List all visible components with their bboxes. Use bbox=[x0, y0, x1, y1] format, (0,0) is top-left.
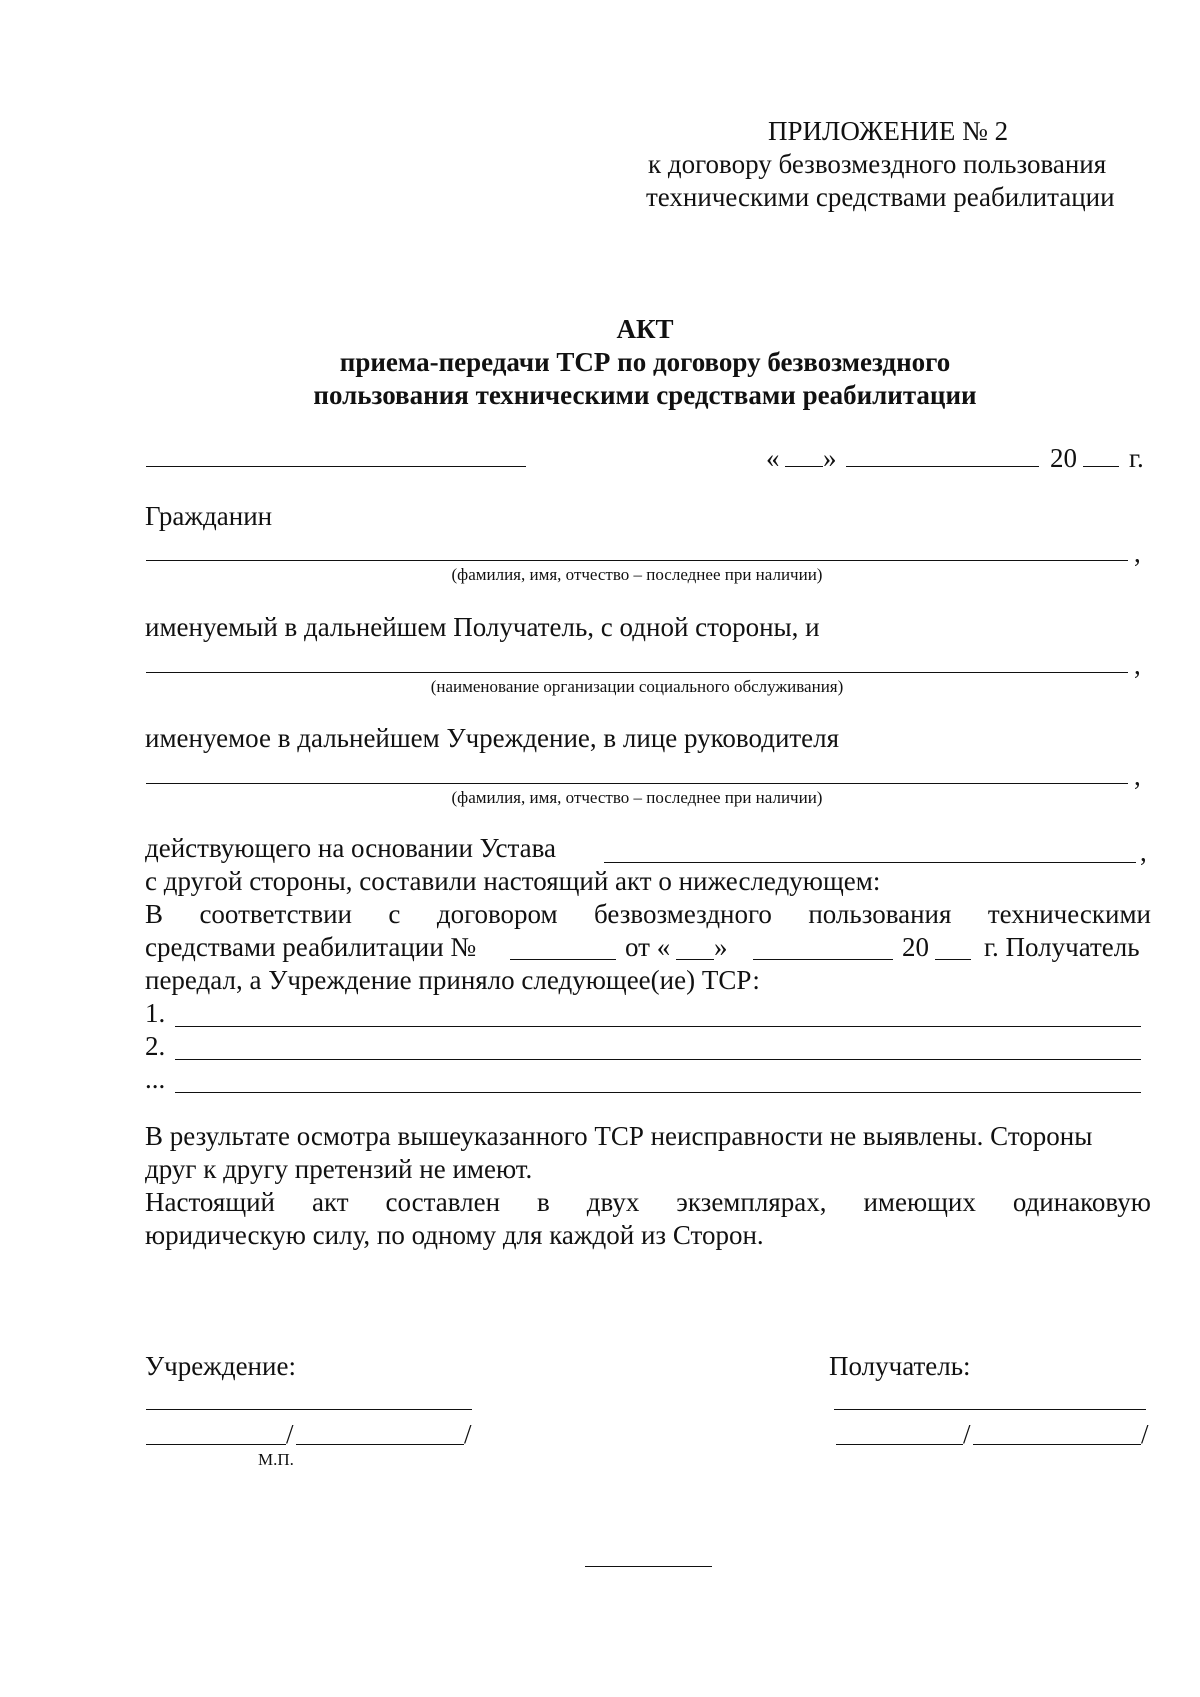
institution-signature-field[interactable] bbox=[146, 1409, 472, 1410]
recipient-name-field[interactable] bbox=[973, 1444, 1141, 1445]
item-field-3[interactable] bbox=[175, 1092, 1141, 1093]
contract-line-1 bbox=[145, 898, 1151, 930]
other-party-text: с другой стороны, составили настоящий акт о нижеследующем: bbox=[145, 866, 881, 896]
contract-day-field[interactable] bbox=[676, 959, 714, 960]
result-word: в bbox=[537, 1187, 550, 1217]
institution-name-field[interactable] bbox=[296, 1444, 464, 1445]
contract-number-field[interactable] bbox=[510, 959, 616, 960]
date-open-quote: « bbox=[766, 443, 780, 473]
recipient-signature-label: Получатель: bbox=[829, 1351, 971, 1381]
act-title: АКТ bbox=[616, 314, 674, 344]
date-close-quote: » bbox=[823, 443, 837, 473]
act-subtitle-2: пользования техническими средствами реабилитации bbox=[313, 380, 977, 410]
result-word: составлен bbox=[385, 1187, 501, 1217]
result-word: двух bbox=[586, 1187, 640, 1217]
institution-slash-2: / bbox=[464, 1419, 472, 1449]
institution-text: именуемое в дальнейшем Учреждение, в лице руководителя bbox=[145, 723, 840, 753]
organization-comma: , bbox=[1134, 650, 1141, 680]
item-field-2[interactable] bbox=[175, 1059, 1141, 1060]
appendix-line-1: к договору безвозмездного пользования bbox=[648, 149, 1107, 179]
result-word: экземплярах, bbox=[676, 1187, 827, 1217]
footer-divider bbox=[585, 1566, 712, 1567]
charter-field[interactable] bbox=[604, 862, 1136, 863]
item-number: 2. bbox=[145, 1031, 166, 1061]
result-word: одинаковую bbox=[1012, 1187, 1151, 1217]
contract-recipient-text: г. Получатель bbox=[984, 932, 1140, 962]
result-word: Настоящий bbox=[145, 1187, 276, 1217]
contract-year-prefix: 20 bbox=[902, 932, 929, 962]
recipient-slash-2: / bbox=[1141, 1419, 1149, 1449]
contract-word: В bbox=[145, 899, 164, 929]
director-caption: (фамилия, имя, отчество – последнее при наличии) bbox=[451, 788, 823, 807]
citizen-comma: , bbox=[1134, 538, 1141, 568]
contract-year-field[interactable] bbox=[935, 959, 971, 960]
contract-word: соответствии bbox=[199, 899, 352, 929]
citizen-caption: (фамилия, имя, отчество – последнее при наличии) bbox=[451, 565, 823, 584]
contract-date-close-quote: » bbox=[714, 932, 728, 962]
charter-comma: , bbox=[1140, 837, 1147, 867]
act-subtitle-1: приема-передачи ТСР по договору безвозмездного bbox=[339, 347, 951, 377]
citizen-name-field[interactable] bbox=[146, 560, 1128, 561]
director-name-field[interactable] bbox=[146, 783, 1128, 784]
institution-slash-1: / bbox=[286, 1419, 294, 1449]
contract-word: договором bbox=[436, 899, 558, 929]
date-month-field[interactable] bbox=[846, 466, 1039, 467]
date-year-prefix: 20 bbox=[1050, 443, 1077, 473]
result-line-1: В результате осмотра вышеуказанного ТСР неисправности не выявлены. Стороны bbox=[145, 1121, 1093, 1151]
result-line-3 bbox=[145, 1186, 1151, 1218]
contract-date-label: от « bbox=[625, 932, 671, 962]
result-line-2: друг к другу претензий не имеют. bbox=[145, 1154, 533, 1184]
contract-word: пользования bbox=[808, 899, 952, 929]
institution-signature-label: Учреждение: bbox=[145, 1351, 296, 1381]
contract-word: техническими bbox=[987, 899, 1151, 929]
stamp-placeholder: М.П. bbox=[258, 1450, 294, 1469]
appendix-title: ПРИЛОЖЕНИЕ № 2 bbox=[768, 116, 1009, 146]
item-number: ... bbox=[145, 1064, 166, 1094]
date-year-field[interactable] bbox=[1083, 466, 1119, 467]
appendix-line-2: техническими средствами реабилитации bbox=[646, 182, 1115, 212]
result-line-4: юридическую силу, по одному для каждой из Сторон. bbox=[145, 1220, 764, 1250]
charter-text: действующего на основании Устава bbox=[145, 833, 556, 863]
organization-caption: (наименование организации социального обслуживания) bbox=[430, 677, 844, 696]
recipient-sign-field[interactable] bbox=[836, 1444, 963, 1445]
director-comma: , bbox=[1134, 761, 1141, 791]
result-word: акт bbox=[311, 1187, 349, 1217]
citizen-label: Гражданин bbox=[145, 501, 273, 531]
date-year-suffix: г. bbox=[1129, 443, 1144, 473]
contract-word: безвозмездного bbox=[594, 899, 772, 929]
transfer-text: передал, а Учреждение приняло следующее(ие) ТСР: bbox=[145, 965, 760, 995]
contract-word: с bbox=[388, 899, 401, 929]
contract-number-label: средствами реабилитации № bbox=[145, 932, 477, 962]
place-field[interactable] bbox=[146, 466, 526, 467]
contract-month-field[interactable] bbox=[753, 959, 893, 960]
recipient-text: именуемый в дальнейшем Получатель, с одной стороны, и bbox=[145, 612, 820, 642]
item-number: 1. bbox=[145, 998, 166, 1028]
organization-name-field[interactable] bbox=[146, 672, 1128, 673]
institution-sign-field[interactable] bbox=[146, 1444, 286, 1445]
recipient-signature-field[interactable] bbox=[834, 1409, 1146, 1410]
item-field-1[interactable] bbox=[175, 1026, 1141, 1027]
recipient-slash-1: / bbox=[963, 1419, 971, 1449]
result-word: имеющих bbox=[863, 1187, 976, 1217]
date-day-field[interactable] bbox=[785, 466, 823, 467]
